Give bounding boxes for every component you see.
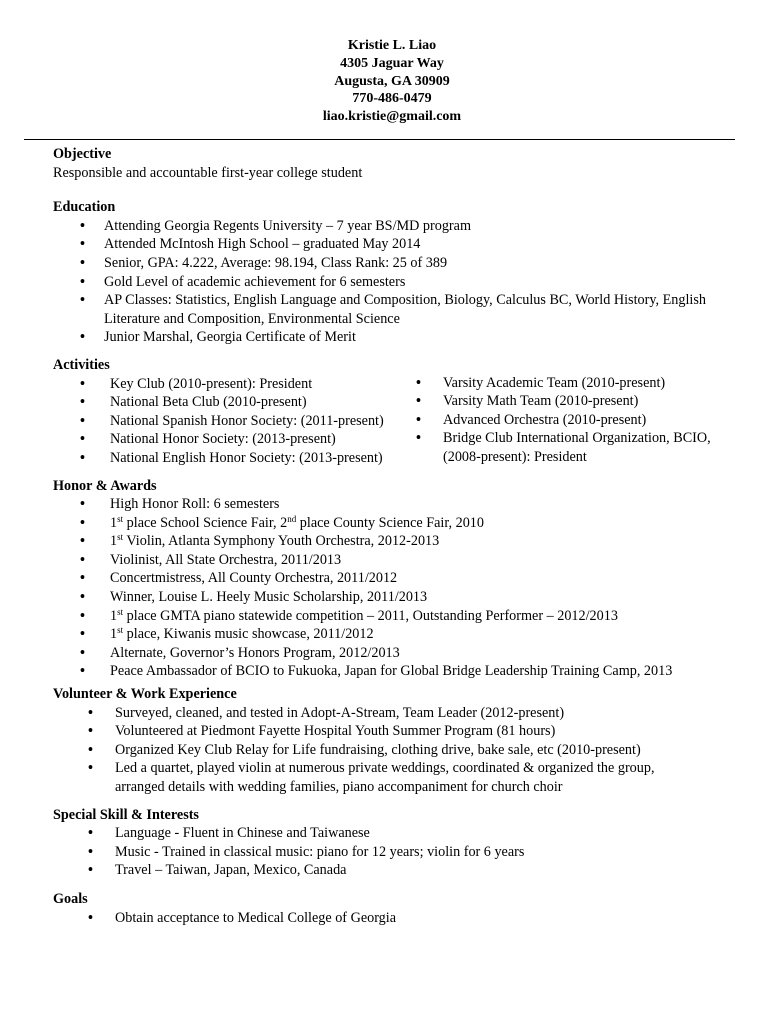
- list-item: • AP Classes: Statistics, English Language and Composition, Biology, Calculus BC, World History, English Literature and Composition, Environmental Science: [53, 291, 753, 328]
- activities-left-list: [53, 375, 416, 468]
- list-item: • Attending Georgia Regents University – 7 year BS/MD program: [53, 217, 753, 236]
- goals-list: [53, 909, 753, 928]
- list-item: • 1st place GMTA piano statewide competition – 2011, Outstanding Performer – 2012/2013: [53, 607, 753, 626]
- list-item: • Led a quartet, played violin at numerous private weddings, coordinated & organized the group, arranged details with wedding families, piano accompaniment for church choir: [53, 759, 695, 796]
- list-item: • Surveyed, cleaned, and tested in Adopt-A-Stream, Team Leader (2012-present): [53, 704, 753, 723]
- list-item: • 1st place, Kiwanis music showcase, 2011/2012: [53, 625, 753, 644]
- list-item: • Advanced Orchestra (2010-present): [416, 411, 746, 430]
- list-item: • Bridge Club International Organization, BCIO, (2008-present): President: [416, 429, 746, 466]
- section-heading: Activities: [53, 356, 110, 373]
- list-item: • Varsity Math Team (2010-present): [416, 392, 746, 411]
- list-item: • Winner, Louise L. Heely Music Scholarship, 2011/2013: [53, 588, 753, 607]
- list-item: • 1st Violin, Atlanta Symphony Youth Orchestra, 2012-2013: [53, 532, 753, 551]
- skills-section: [53, 806, 753, 880]
- volunteer-list: [53, 704, 753, 797]
- phone-number: 770-486-0479: [352, 91, 432, 107]
- honors-section: [53, 477, 753, 682]
- list-item: • Alternate, Governor’s Honors Program, 2012/2013: [53, 644, 753, 663]
- list-item: • National English Honor Society: (2013-present): [53, 449, 416, 468]
- list-item: • Key Club (2010-present): President: [53, 375, 416, 394]
- list-item: • 1st place School Science Fair, 2nd place County Science Fair, 2010: [53, 514, 753, 533]
- section-heading: Honor & Awards: [53, 477, 157, 494]
- list-item: • Language - Fluent in Chinese and Taiwanese: [53, 824, 753, 843]
- resume-body: [53, 145, 753, 927]
- list-item: • National Beta Club (2010-present): [53, 393, 416, 412]
- list-item: • Attended McIntosh High School – graduated May 2014: [53, 235, 753, 254]
- section-heading: Education: [53, 199, 116, 216]
- list-item: • Violinist, All State Orchestra, 2011/2013: [53, 551, 753, 570]
- list-item: • High Honor Roll: 6 semesters: [53, 495, 753, 514]
- resume-name: Kristie L. Liao: [347, 38, 437, 53]
- education-list: [53, 217, 753, 347]
- list-item: • Organized Key Club Relay for Life fundraising, clothing drive, bake sale, etc (2010-present): [53, 741, 753, 760]
- list-item: • Obtain acceptance to Medical College of Georgia: [53, 909, 753, 928]
- list-item: • National Spanish Honor Society: (2011-present): [53, 412, 416, 431]
- skills-list: [53, 824, 753, 880]
- list-item: • Varsity Academic Team (2010-present): [416, 374, 746, 393]
- contact-header: [0, 37, 768, 126]
- street-address: 4305 Jaguar Way: [340, 55, 444, 71]
- section-heading: Objective: [53, 146, 112, 162]
- list-item: • Volunteered at Piedmont Fayette Hospital Youth Summer Program (81 hours): [53, 722, 753, 741]
- section-heading: Special Skill & Interests: [53, 806, 199, 823]
- activities-right-list: [416, 374, 746, 468]
- activities-section: [53, 356, 753, 468]
- list-item: • Junior Marshal, Georgia Certificate of Merit: [53, 328, 753, 347]
- city-state-zip: Augusta, GA 30909: [334, 73, 450, 89]
- list-item: • National Honor Society: (2013-present): [53, 430, 416, 449]
- honors-list: [53, 495, 753, 681]
- objective-text: Responsible and accountable first-year college student: [53, 164, 363, 181]
- section-heading: Goals: [53, 890, 88, 907]
- list-item: • Travel – Taiwan, Japan, Mexico, Canada: [53, 861, 753, 880]
- header-divider: [24, 139, 735, 140]
- section-heading: Volunteer & Work Experience: [53, 686, 237, 703]
- list-item: • Music - Trained in classical music: piano for 12 years; violin for 6 years: [53, 843, 753, 862]
- volunteer-section: [53, 685, 753, 797]
- list-item: • Gold Level of academic achievement for 6 semesters: [53, 273, 753, 292]
- list-item: • Senior, GPA: 4.222, Average: 98.194, Class Rank: 25 of 389: [53, 254, 753, 273]
- list-item: • Concertmistress, All County Orchestra, 2011/2012: [53, 569, 753, 588]
- education-section: [53, 198, 753, 347]
- email-address: liao.kristie@gmail.com: [322, 109, 462, 125]
- list-item: • Peace Ambassador of BCIO to Fukuoka, Japan for Global Bridge Leadership Training Camp, 2013: [53, 662, 753, 681]
- objective-section: [53, 145, 753, 182]
- goals-section: [53, 890, 753, 927]
